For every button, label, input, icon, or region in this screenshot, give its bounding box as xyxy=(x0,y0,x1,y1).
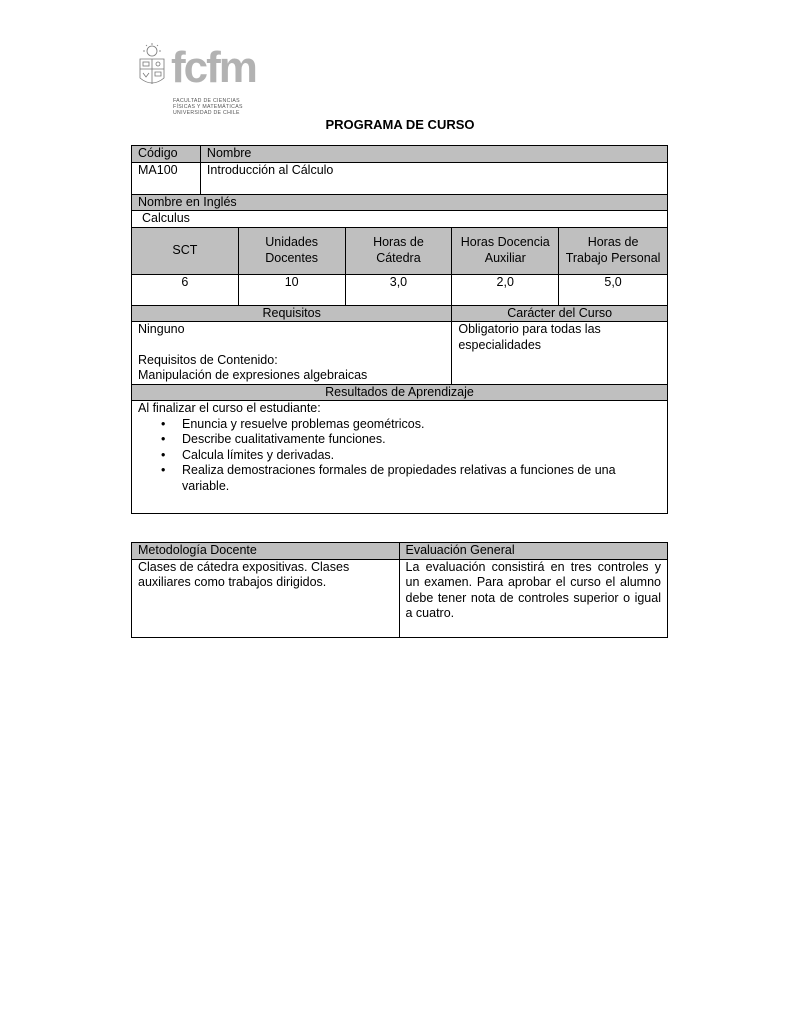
university-seal-icon xyxy=(137,42,167,90)
list-item: • Realiza demostraciones formales de propiedades relativas a funciones de una variable. xyxy=(182,463,661,494)
nombre-ingles-header: Nombre en Inglés xyxy=(132,194,668,211)
metodologia-value: Clases de cátedra expositivas. Clases auxiliares como trabajos dirigidos. xyxy=(132,559,400,637)
list-item: • Calcula límites y derivadas. xyxy=(182,448,661,464)
list-item: • Enuncia y resuelve problemas geométricos. xyxy=(182,417,661,433)
horas-docencia-auxiliar-header: Horas Docencia Auxiliar xyxy=(452,227,559,274)
page-title: PROGRAMA DE CURSO xyxy=(325,117,475,132)
requisitos-cell xyxy=(132,322,452,385)
fcfm-logo xyxy=(137,42,257,118)
horas-trabajo-personal-value: 5,0 xyxy=(559,274,668,305)
resultados-header: Resultados de Aprendizaje xyxy=(132,384,668,401)
horas-trabajo-personal-header: Horas de Trabajo Personal xyxy=(559,227,668,274)
list-item: • Describe cualitativamente funciones. xyxy=(182,432,661,448)
logo-caption: FACULTAD DE CIENCIAS FÍSICAS Y MATEMÁTICAS UNIVERSIDAD DE CHILE xyxy=(173,98,243,116)
caracter-value: Obligatorio para todas las especialidades xyxy=(452,322,668,385)
codigo-header: Código xyxy=(132,146,201,163)
requisitos-contenido-label: Requisitos de Contenido: xyxy=(138,352,278,367)
horas-docencia-auxiliar-value: 2,0 xyxy=(452,274,559,305)
unidades-docentes-value: 10 xyxy=(238,274,345,305)
requisitos-contenido-value: Manipulación de expresiones algebraicas xyxy=(138,368,368,382)
sct-value: 6 xyxy=(132,274,239,305)
horas-catedra-header: Horas de Cátedra xyxy=(345,227,452,274)
metodologia-evaluacion-table xyxy=(131,542,668,638)
nombre-value: Introducción al Cálculo xyxy=(200,162,667,194)
nombre-header: Nombre xyxy=(200,146,667,163)
horas-catedra-value: 3,0 xyxy=(345,274,452,305)
evaluacion-header: Evaluación General xyxy=(399,543,668,560)
resultados-list xyxy=(138,417,661,495)
course-info-table xyxy=(131,145,668,514)
unidades-docentes-header: Unidades Docentes xyxy=(238,227,345,274)
requisitos-header: Requisitos xyxy=(132,305,452,322)
resultados-intro: Al finalizar el curso el estudiante: xyxy=(138,401,321,415)
nombre-ingles-value: Calculus xyxy=(132,211,668,228)
resultados-cell xyxy=(132,401,668,514)
sct-header: SCT xyxy=(132,227,239,274)
codigo-value: MA100 xyxy=(132,162,201,194)
metodologia-header: Metodología Docente xyxy=(132,543,400,560)
evaluacion-value: La evaluación consistirá en tres controles y un examen. Para aprobar el curso el alumno debe tener nota de controles superior o igual a cuatro. xyxy=(399,559,668,637)
requisitos-value: Ninguno xyxy=(138,322,185,336)
logo-wordmark: fcfm xyxy=(171,43,256,92)
caracter-header: Carácter del Curso xyxy=(452,305,668,322)
